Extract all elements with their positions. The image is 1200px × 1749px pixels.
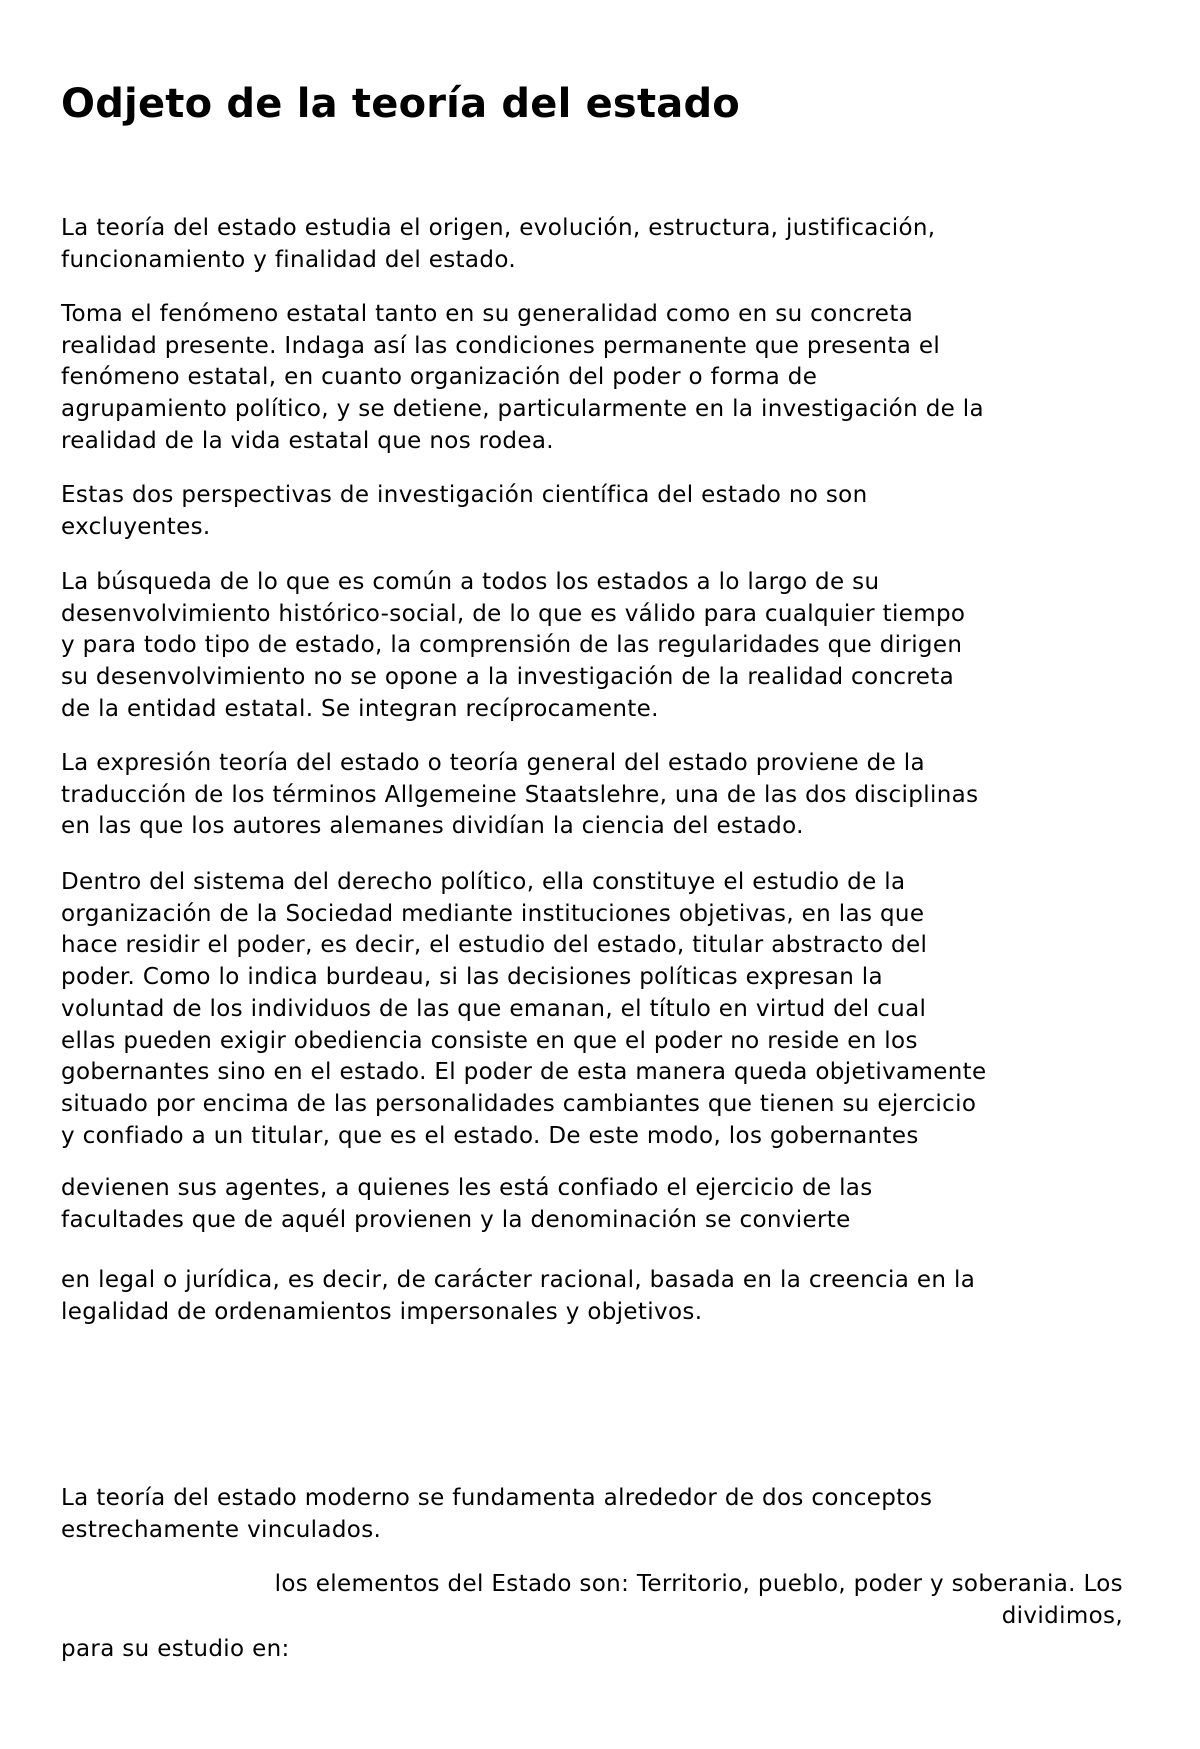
- text-line: traducción de los términos Allgemeine Staatslehre, una de las dos disciplinas: [61, 781, 979, 808]
- text-line: fenómeno estatal, en cuanto organización del poder o forma de: [61, 364, 818, 391]
- text-line: hace residir el poder, es decir, el estudio del estado, titular abstracto del: [61, 932, 928, 959]
- paragraph-2: [61, 299, 984, 458]
- text-line: funcionamiento y finalidad del estado.: [61, 246, 516, 273]
- text-line: en las que los autores alemanes dividían la ciencia del estado.: [61, 813, 804, 840]
- text-line: organización de la Sociedad mediante instituciones objetivas, en las que: [61, 900, 925, 927]
- text-line: poder. Como lo indica burdeau, si las decisiones políticas expresan la: [61, 964, 883, 991]
- text-line: devienen sus agentes, a quienes les está confiado el ejercicio de las: [61, 1175, 873, 1201]
- closing-line-2: dividimos,: [1001, 1602, 1123, 1629]
- paragraph-4: [61, 567, 965, 726]
- text-line: La búsqueda de lo que es común a todos los estados a lo largo de su: [61, 569, 880, 595]
- closing-paragraph: [61, 1569, 1123, 1666]
- text-line: voluntad de los individuos de las que emanan, el título en virtud del cual: [61, 995, 927, 1022]
- text-line: facultades que de aquél provienen y la denominación se convierte: [61, 1206, 851, 1233]
- text-line: excluyentes.: [61, 513, 211, 540]
- text-line: situado por encima de las personalidades cambiantes que tienen su ejercicio: [61, 1090, 977, 1117]
- closing-line-3: para su estudio en:: [61, 1636, 290, 1663]
- text-line: realidad de la vida estatal que nos rodea.: [61, 427, 554, 454]
- text-line: legalidad de ordenamientos impersonales y objetivos.: [61, 1298, 703, 1325]
- paragraph-1: [61, 213, 935, 276]
- text-line: ellas pueden exigir obediencia consiste en que el poder no reside en los: [61, 1027, 918, 1054]
- paragraph-6: [61, 867, 987, 1152]
- text-line: desenvolvimiento histórico-social, de lo que es válido para cualquier tiempo: [61, 600, 966, 627]
- text-line: estrechamente vinculados.: [61, 1516, 382, 1543]
- text-line: Toma el fenómeno estatal tanto en su generalidad como en su concreta: [61, 301, 914, 327]
- paragraph-9: [61, 1483, 932, 1546]
- paragraph-7: [61, 1173, 873, 1236]
- paragraph-8: [61, 1265, 975, 1328]
- text-line: La expresión teoría del estado o teoría general del estado proviene de la: [61, 750, 925, 776]
- text-line: La teoría del estado moderno se fundamenta alrededor de dos conceptos: [61, 1485, 933, 1511]
- closing-line-1: los elementos del Estado son: Territorio, pueblo, poder y soberania. Los: [274, 1571, 1123, 1597]
- text-line: gobernantes sino en el estado. El poder de esta manera queda objetivamente: [61, 1059, 987, 1086]
- document-title: Odjeto de la teoría del estado: [61, 81, 740, 127]
- paragraph-5: [61, 748, 978, 843]
- text-line: su desenvolvimiento no se opone a la investigación de la realidad concreta: [61, 664, 955, 691]
- text-line: de la entidad estatal. Se integran recíprocamente.: [61, 695, 659, 722]
- text-line: en legal o jurídica, es decir, de carácter racional, basada en la creencia en la: [61, 1267, 976, 1293]
- text-line: Estas dos perspectivas de investigación científica del estado no son: [61, 482, 868, 508]
- paragraph-3: [61, 480, 868, 543]
- text-line: agrupamiento político, y se detiene, particularmente en la investigación de la: [61, 396, 984, 423]
- text-line: y para todo tipo de estado, la comprensión de las regularidades que dirigen: [61, 632, 963, 659]
- text-line: La teoría del estado estudia el origen, evolución, estructura, justificación,: [61, 215, 936, 241]
- text-line: y confiado a un titular, que es el estado. De este modo, los gobernantes: [61, 1122, 919, 1149]
- text-line: realidad presente. Indaga así las condiciones permanente que presenta el: [61, 332, 941, 359]
- text-line: Dentro del sistema del derecho político, ella constituye el estudio de la: [61, 869, 906, 895]
